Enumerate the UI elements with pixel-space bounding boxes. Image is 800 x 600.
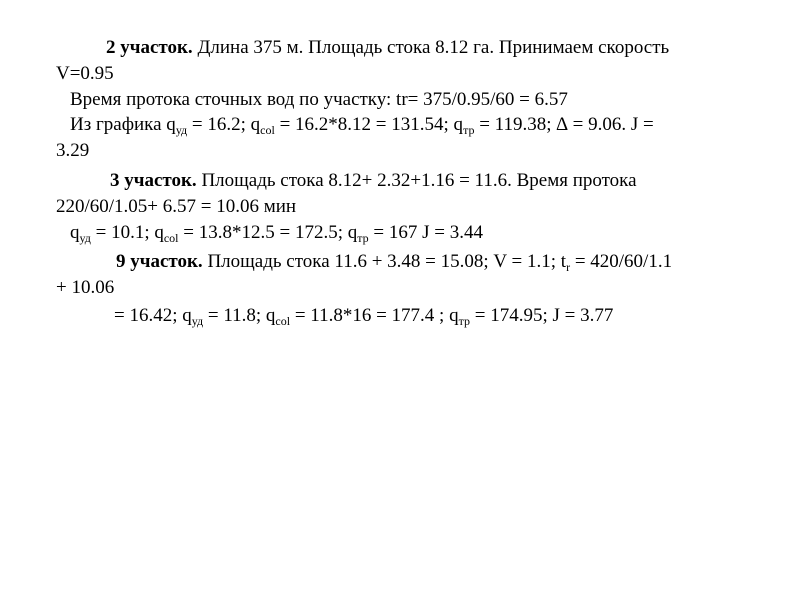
velocity-text: V=0.95 bbox=[56, 63, 114, 84]
section-9-heading-line bbox=[56, 250, 800, 274]
text-segment: = 10.1; q bbox=[90, 222, 164, 243]
velocity-line bbox=[56, 62, 776, 86]
section-3-flow-text: 220/60/1.05+ 6.57 = 10.06 мин bbox=[56, 196, 297, 217]
flow-time-text: Время протока сточных вод по участку: tr= 375/0.95/60 = 6.57 bbox=[70, 89, 568, 110]
subscript: col bbox=[163, 231, 179, 245]
graph-values-line bbox=[56, 113, 790, 137]
section-2-heading-line bbox=[56, 36, 800, 60]
section-9-continuation-line bbox=[56, 276, 776, 300]
section-2-text: Длина 375 м. Площадь стока 8.12 га. Принимаем скорость bbox=[192, 37, 670, 58]
section-9-title: 9 участок. bbox=[116, 251, 203, 272]
subscript: col bbox=[260, 123, 275, 137]
subscript: тр bbox=[458, 314, 470, 328]
text-segment: = 420/60/1.1 bbox=[570, 251, 673, 272]
text-segment: = 167 J = 3.44 bbox=[368, 222, 483, 243]
text-segment: = 16.2; q bbox=[187, 114, 261, 135]
j-value-text: 3.29 bbox=[56, 140, 90, 161]
section-9-values-line bbox=[56, 304, 800, 328]
subscript: уд bbox=[175, 123, 188, 137]
text-segment: = 174.95; J = 3.77 bbox=[469, 305, 614, 326]
text-segment: = 119.38; ∆ = 9.06. J = bbox=[474, 114, 654, 135]
subscript: уд bbox=[79, 231, 91, 245]
subscript: тр bbox=[357, 231, 369, 245]
section-3-text: Площадь стока 8.12+ 2.32+1.16 = 11.6. Время протока bbox=[196, 170, 637, 191]
section-3-title: 3 участок. bbox=[110, 170, 197, 191]
subscript: r bbox=[566, 260, 571, 274]
flow-time-line bbox=[56, 88, 790, 112]
text-segment: Из графика q bbox=[70, 114, 176, 135]
subscript: col bbox=[275, 314, 291, 328]
section-2-title: 2 участок. bbox=[106, 37, 193, 58]
text-segment: q bbox=[70, 222, 80, 243]
text-segment: Площадь стока 11.6 + 3.48 = 15.08; V = 1.1; t bbox=[202, 251, 567, 272]
section-3-values-line bbox=[56, 221, 790, 245]
text-segment: = 11.8*16 = 177.4 ; q bbox=[290, 305, 459, 326]
text-segment: = 16.42; q bbox=[114, 305, 192, 326]
subscript: уд bbox=[191, 314, 204, 328]
j-value-line bbox=[56, 139, 776, 163]
section-9-continuation-text: + 10.06 bbox=[56, 277, 115, 298]
text-segment: = 16.2*8.12 = 131.54; q bbox=[274, 114, 464, 135]
section-3-flow-line bbox=[56, 195, 776, 219]
subscript: тр bbox=[463, 123, 475, 137]
text-segment: = 11.8; q bbox=[203, 305, 276, 326]
text-segment: = 13.8*12.5 = 172.5; q bbox=[178, 222, 358, 243]
section-3-heading-line bbox=[56, 169, 800, 193]
